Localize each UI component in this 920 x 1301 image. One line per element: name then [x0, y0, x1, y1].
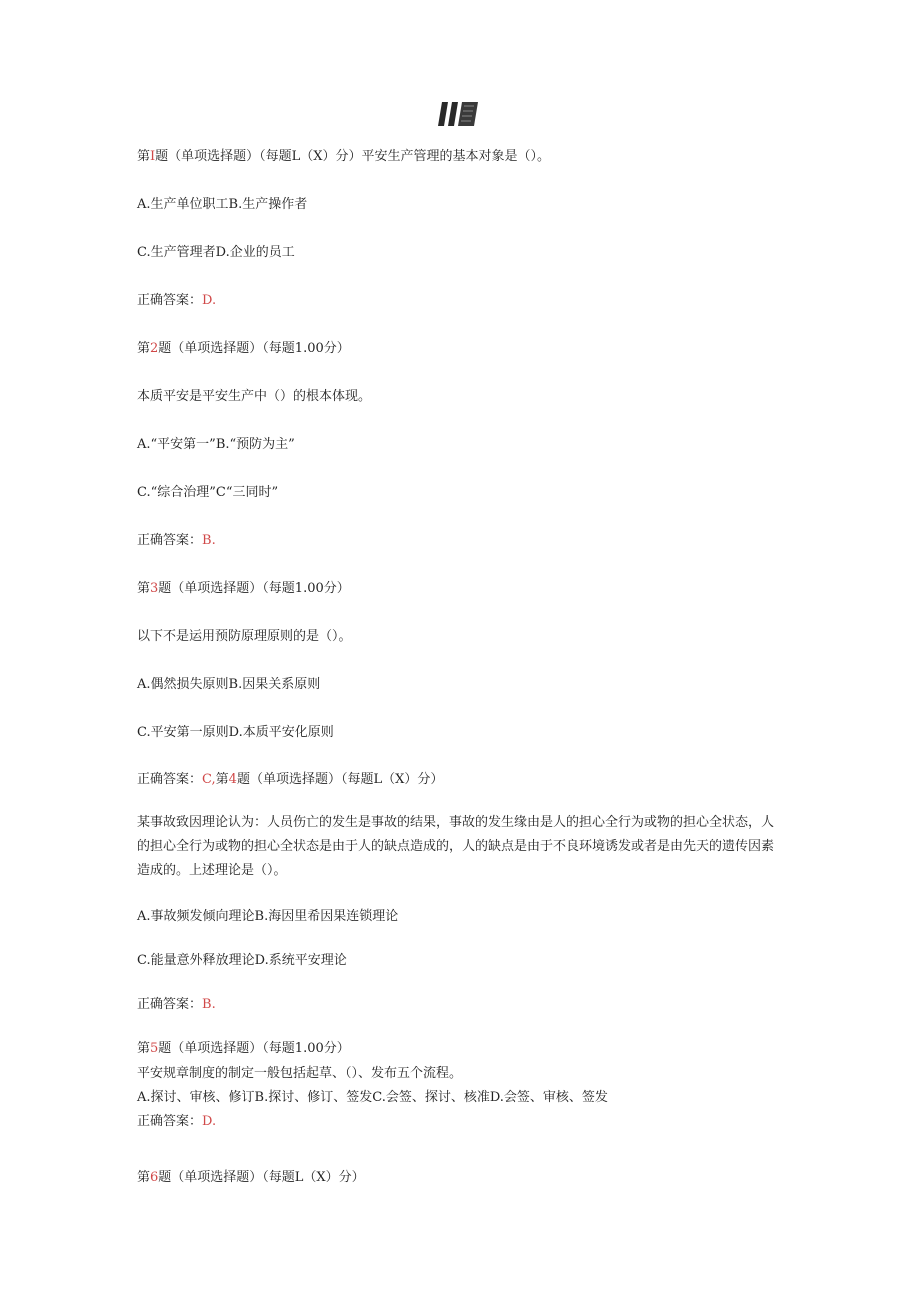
question-3-header: 第3题（单项选择题）（每题1.00分）	[137, 581, 350, 596]
question-5-answer: 正确答案：D.	[137, 1114, 217, 1129]
document-header-logo	[438, 102, 478, 126]
question-6-header: 第6题（单项选择题）（每题L（X）分）	[137, 1170, 365, 1185]
question-5-stem: 平安规章制度的制定一般包括起草、（）、发布五个流程。	[137, 1066, 463, 1081]
question-number: I	[150, 149, 156, 164]
answer-value: B.	[202, 533, 216, 548]
answer-value: D.	[202, 1114, 217, 1129]
question-4-stem: 某事故致因理论认为：人员伤亡的发生是事故的结果，事故的发生缘由是人的担心全行为或物的担心全状态，人的担心全行为或物的担心全状态是由于人的缺点造成的，人的缺点是由于不良环境诱发或者是由先天的遗传因素造成的。上述理论是（）。	[137, 815, 775, 878]
question-3-answer-and-question-4-header: 正确答案：C,第4题（单项选择题）（每题L（X）分）	[137, 772, 444, 787]
question-2-stem: 本质平安是平安生产中（）的根本体现。	[137, 389, 372, 404]
question-2-options-cd: C.“综合治理”C“三同时”	[137, 485, 279, 500]
question-3-stem: 以下不是运用预防原理原则的是（）。	[137, 629, 352, 644]
answer-value: B.	[202, 997, 216, 1012]
question-4-options-cd: C.能量意外释放理论D.系统平安理论	[137, 953, 347, 968]
question-2-options-ab: A.“平安第一”B.“预防为主”	[137, 437, 295, 452]
answer-value: D.	[202, 293, 217, 308]
question-number: 2	[150, 341, 159, 356]
question-2-header: 第2题（单项选择题）（每题1.00分）	[137, 341, 350, 356]
question-number: 5	[150, 1041, 159, 1056]
question-number: 6	[150, 1170, 159, 1185]
question-5-header: 第5题（单项选择题）（每题1.00分）	[137, 1041, 350, 1056]
question-4-options-ab: A.事故频发倾向理论B.海因里希因果连锁理论	[137, 909, 399, 924]
question-1-options-cd: C.生产管理者D.企业的员工	[137, 245, 295, 260]
question-1-answer: 正确答案：D.	[137, 293, 217, 308]
question-2-answer: 正确答案：B.	[137, 533, 216, 548]
question-4-answer: 正确答案：B.	[137, 997, 216, 1012]
question-number: 3	[150, 581, 159, 596]
question-1-options-ab: A.生产单位职工B.生产操作者	[137, 197, 308, 212]
question-number: 4	[228, 772, 237, 787]
question-5-options: A.探讨、审核、修订B.探讨、修订、签发C.会签、探讨、核准D.会签、审核、签发	[137, 1090, 608, 1105]
question-3-options-ab: A.偶然损失原则B.因果关系原则	[137, 677, 321, 692]
answer-value: C,	[202, 772, 216, 787]
question-1-header: 第I题（单项选择题）（每题L（X）分）平安生产管理的基本对象是（）。	[137, 149, 551, 164]
question-3-options-cd: C.平安第一原则D.本质平安化原则	[137, 725, 334, 740]
